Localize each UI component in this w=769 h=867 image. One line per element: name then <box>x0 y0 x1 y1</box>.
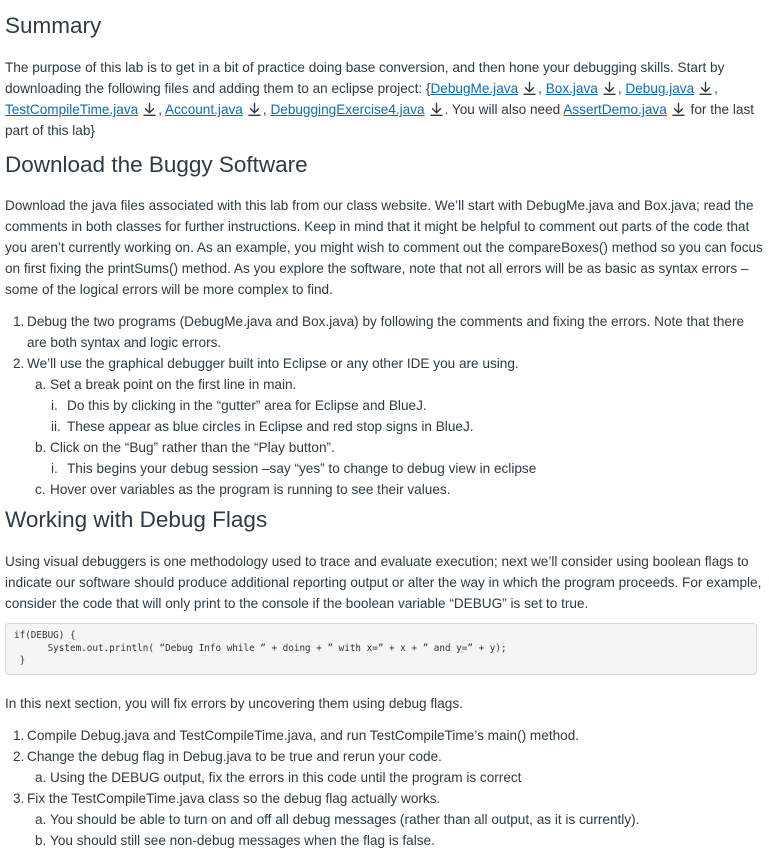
file-link-box[interactable]: Box.java <box>545 81 598 96</box>
summary-tail-text: for the last part of this lab} <box>5 102 755 138</box>
download-arrow-icon[interactable] <box>671 102 686 117</box>
list-item: b. Click on the “Bug” rather than the “Play button”. <box>35 440 335 455</box>
list-item: a. Using the DEBUG output, fix the errors in this code until the program is correct <box>35 769 522 785</box>
code-block <box>5 623 757 675</box>
list-item: i. This begins your debug session –say “yes” to change to debug view in eclipse <box>51 461 537 476</box>
separator: , <box>617 81 626 96</box>
file-link-debuggingexercise4[interactable]: DebuggingExercise4.java <box>270 102 425 117</box>
list-item: 2. We’ll use the graphical debugger built into Eclipse or any other IDE you are using. <box>13 356 519 371</box>
list-item: 1. Compile Debug.java and TestCompileTime.java, and run TestCompileTime’s main() method. <box>13 727 580 743</box>
debug-steps-list <box>5 311 763 500</box>
list-item: c. Hover over variables as the program is running to see their values. <box>35 482 451 497</box>
list-item: a. Set a break point on the first line in main. <box>35 377 297 392</box>
list-item: b. You should still see non-debug messages when the flag is false. <box>35 832 435 848</box>
flags-section-heading: Working with Debug Flags <box>5 507 268 532</box>
list-item: 1. Debug the two programs (DebugMe.java and Box.java) by following the comments and fixing the errors. Note that there are both syntax and logic errors. <box>13 314 745 350</box>
file-link-assertdemo[interactable]: AssertDemo.java <box>563 102 667 117</box>
download-arrow-icon[interactable] <box>429 102 444 117</box>
download-section-heading: Download the Buggy Software <box>5 152 308 177</box>
code-line: } <box>14 655 26 666</box>
flags-next-paragraph: In this next section, you will fix errors by uncovering them using debug flags. <box>5 695 463 711</box>
list-item: 3. Fix the TestCompileTime.java class so the debug flag actually works. <box>13 790 441 806</box>
file-link-testcompiletime[interactable]: TestCompileTime.java <box>5 102 139 117</box>
list-item: 2. Change the debug flag in Debug.java to be true and rerun your code. <box>13 748 442 764</box>
separator: , <box>714 81 718 96</box>
also-need-text: . You will also need <box>444 102 564 117</box>
separator: , <box>538 81 546 96</box>
flags-paragraph: Using visual debuggers is one methodology used to trace and evaluate execution; next we’ll consider using boolean flags to indicate our software should produce additional reporting output or alter the way in which the program proceeds. For example, consider the code that will only print to the console if the boolean variable “DEBUG” is set to true. <box>5 554 762 611</box>
separator: , <box>158 102 166 117</box>
download-arrow-icon[interactable] <box>522 81 537 96</box>
download-arrow-icon[interactable] <box>698 81 713 96</box>
code-line: System.out.println( “Debug Info while ” + doing + ” with x=” + x + ” and y=” + y); <box>14 642 507 654</box>
flag-steps-list <box>5 725 763 851</box>
download-paragraph: Download the java files associated with this lab from our class website. We’ll start with DebugMe.java and Box.java; read the comments in both classes for further instructions. Keep in mind that it might be helpful to comment out parts of the code that you aren’t currently working on. As an example, you might wish to comment out the compareBoxes() method so you can focus on first fixing the printSums() method. As you explore the software, note that not all errors will be as basic as syntax errors –some of the logical errors will be more complex to find. <box>5 198 763 297</box>
download-arrow-icon[interactable] <box>142 102 157 117</box>
list-item: i. Do this by clicking in the “gutter” area for Eclipse and BlueJ. <box>51 398 427 413</box>
download-arrow-icon[interactable] <box>602 81 617 96</box>
download-arrow-icon[interactable] <box>247 102 262 117</box>
code-line: if(DEBUG) { <box>14 630 76 641</box>
list-item: a. You should be able to turn on and off all debug messages (rather than all output, as it is currently). <box>35 811 640 827</box>
separator: , <box>262 102 271 117</box>
file-link-debug[interactable]: Debug.java <box>625 81 695 96</box>
list-item: ii. These appear as blue circles in Eclipse and red stop signs in BlueJ. <box>51 419 474 434</box>
summary-heading: Summary <box>5 13 102 38</box>
summary-paragraph <box>5 57 763 141</box>
file-link-debugme[interactable]: DebugMe.java <box>430 81 519 96</box>
summary-intro-text: The purpose of this lab is to get in a bit of practice doing base conversion, and then hone your debugging skills. Start by downloading the following files and adding them to an eclipse project: { <box>5 60 725 96</box>
file-link-account[interactable]: Account.java <box>165 102 243 117</box>
